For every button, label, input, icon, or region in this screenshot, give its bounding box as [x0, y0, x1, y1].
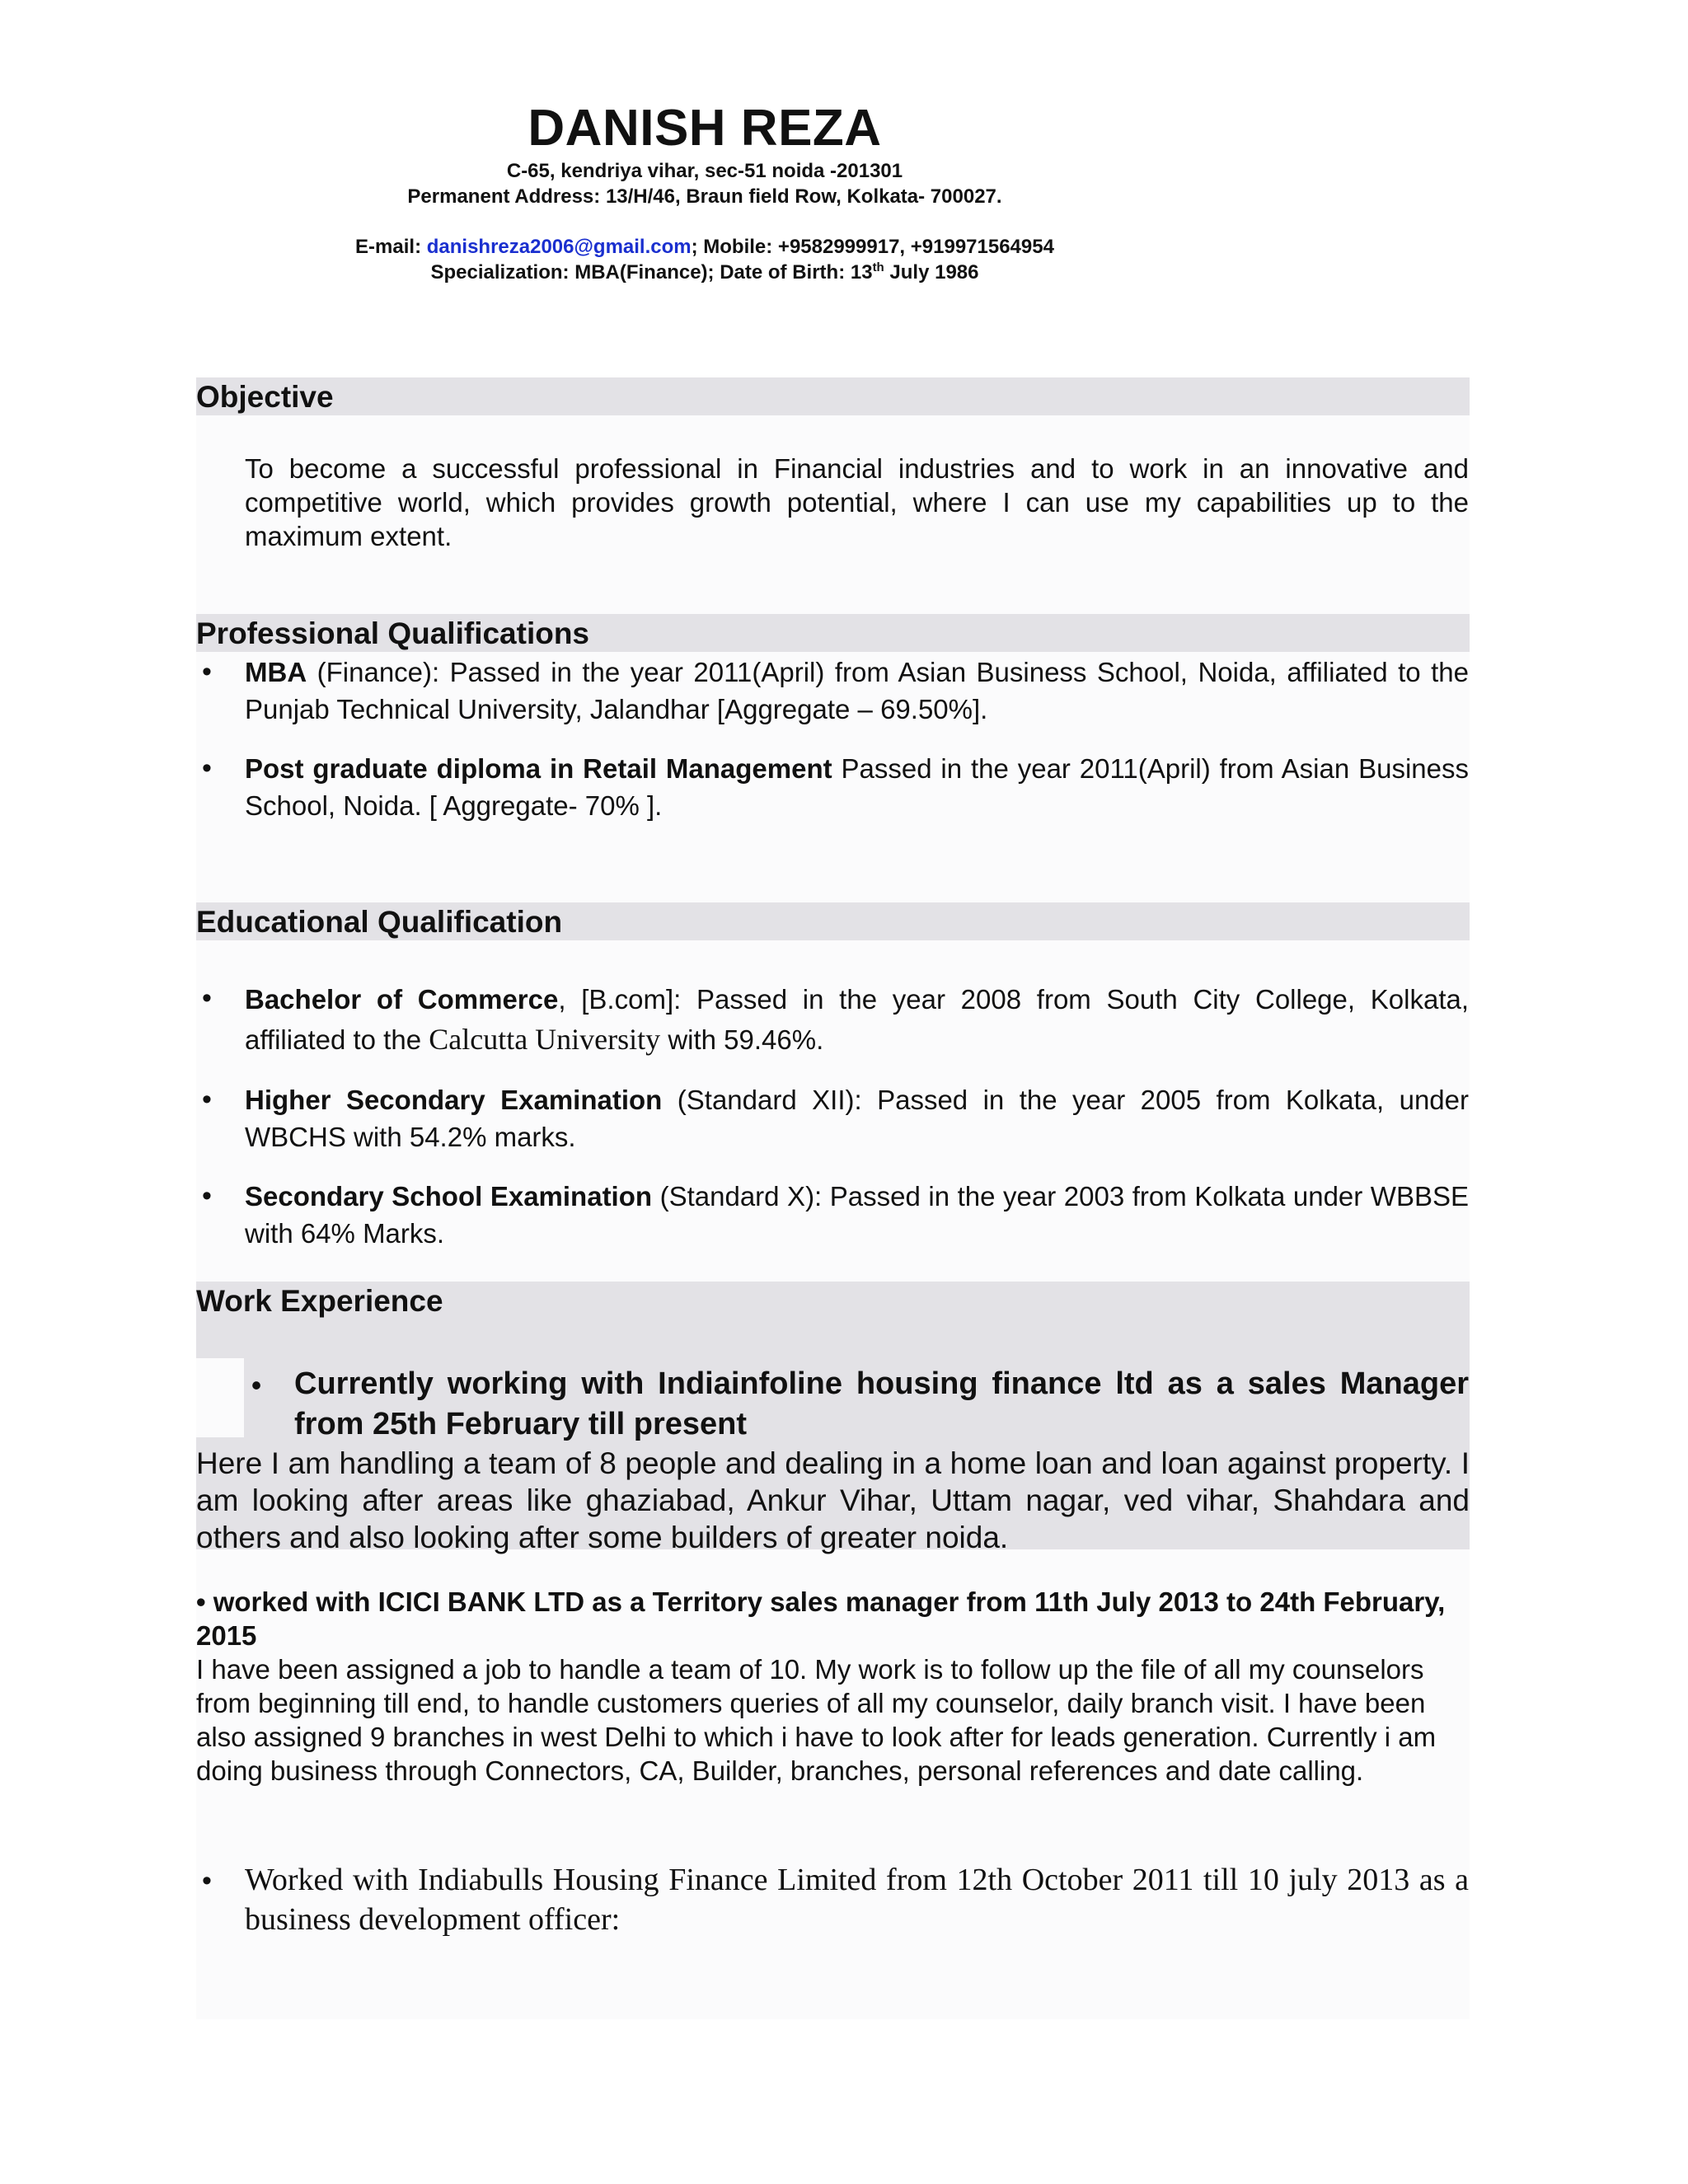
mobile-numbers: ; Mobile: +9582999917, +919971564954 — [691, 236, 1054, 258]
dob-suffix: July 1986 — [884, 261, 979, 284]
specialization-text: Specialization: MBA(Finance); Date of Birth: 13 — [430, 261, 873, 284]
professional-title: Professional Qualifications — [196, 616, 590, 650]
mba-label: MBA — [245, 657, 307, 687]
contact-line — [0, 234, 1409, 260]
indiabulls-job-heading: Worked with Indiabulls Housing Finance Limited from 12th October 2011 till 10 july 2013 as a business development officer: — [245, 1863, 1469, 1937]
objective-text: To become a successful professional in Financial industries and to work in an innovative and competitive world, which provides growth potential, where I can use my capabilities up to the maximum extent. — [245, 453, 1469, 551]
bullet-icon: • — [202, 1084, 212, 1115]
bcom-text: , [B.com]: Passed in the year 2008 from South City College, Kolkata, affiliated to the — [245, 984, 1470, 1055]
qualification-pgdrm — [245, 750, 1469, 824]
icici-job-description: I have been assigned a job to handle a team of 10. My work is to follow up the file of all my counselors from beginning till end, to handle customers queries of all my counselor, daily branch visit. I have been also assigned 9 branches in west Delhi to which i have to look after for leads generation. Currently i am doing business through Connectors, CA, Builder, branches, personal references and date calling. — [196, 1654, 1437, 1786]
icici-job-heading: • worked with ICICI BANK LTD as a Territory sales manager from 11th July 2013 to 24th February, 2015 — [196, 1586, 1446, 1651]
sse-text: (Standard X): Passed in the year 2003 from Kolkata under WBBSE with 64% Marks. — [245, 1181, 1470, 1249]
specialization-line — [0, 260, 1409, 285]
work-bullet-notch — [196, 1358, 244, 1437]
hse-text: (Standard XII): Passed in the year 2005 from Kolkata, under WBCHS with 54.2% marks. — [245, 1085, 1469, 1152]
pgdrm-text: Passed in the year 2011(April) from Asian Business School, Noida. [ Aggregate- 70% ]. — [245, 753, 1469, 821]
dob-superscript: th — [872, 260, 884, 274]
bullet-icon: • — [202, 1865, 212, 1896]
objective-title: Objective — [196, 380, 334, 414]
current-job-description: Here I am handling a team of 8 people and dealing in a home loan and loan against property. I am looking after areas like ghaziabad, Ankur Vihar, Uttam nagar, ved vihar, Shahdara and others and also looking after some builders of greater noida. — [196, 1446, 1470, 1554]
bullet-icon: • — [202, 656, 212, 687]
educational-title: Educational Qualification — [196, 905, 563, 939]
objective-header-bar — [196, 377, 1470, 415]
bullet-icon: • — [251, 1368, 262, 1402]
email-link[interactable]: danishreza2006@gmail.com — [426, 236, 692, 258]
current-address: C-65, kendriya vihar, sec-51 noida -201301 — [506, 160, 903, 182]
bcom-university: Calcutta University — [429, 1023, 661, 1056]
bullet-icon: • — [202, 752, 212, 784]
pgdrm-label: Post graduate diploma in Retail Management — [245, 753, 832, 784]
qualification-mba — [245, 654, 1469, 728]
email-label: E-mail: — [355, 236, 422, 258]
bcom-label: Bachelor of Commerce — [245, 984, 559, 1015]
mba-text: (Finance): Passed in the year 2011(April) from Asian Business School, Noida, affiliated to the Punjab Technical University, Jalandhar [Aggregate – 69.50%]. — [245, 657, 1469, 724]
education-hse — [245, 1081, 1469, 1155]
bullet-icon: • — [202, 1180, 212, 1212]
work-title: Work Experience — [196, 1284, 443, 1318]
resume-header — [0, 99, 1409, 285]
current-job-heading: Currently working with Indiainfoline housing finance ltd as a sales Manager from 25th February till present — [294, 1366, 1469, 1441]
bullet-icon: • — [202, 982, 212, 1014]
hse-label: Higher Secondary Examination — [245, 1085, 663, 1115]
education-sse — [245, 1178, 1469, 1252]
permanent-address: Permanent Address: 13/H/46, Braun field Row, Kolkata- 700027. — [407, 185, 1002, 208]
candidate-name: DANISH REZA — [528, 100, 882, 157]
bcom-tail: with 59.46%. — [660, 1024, 824, 1055]
sse-label: Secondary School Examination — [245, 1181, 653, 1212]
education-bcom — [245, 980, 1469, 1060]
